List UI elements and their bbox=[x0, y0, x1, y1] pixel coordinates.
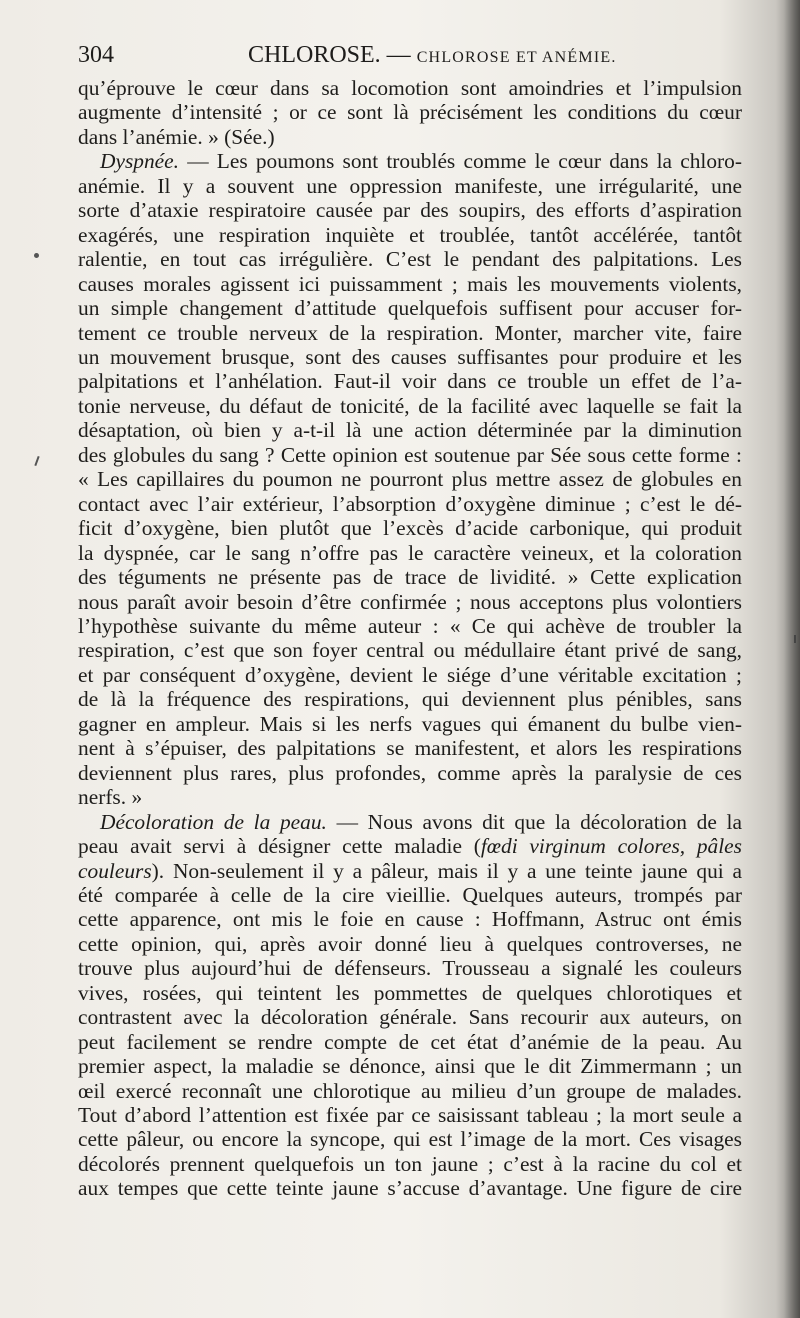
text-line: qu’éprouve le cœur dans sa locomotion sont amoindries et l’impulsion bbox=[78, 76, 742, 100]
running-title-sub: CHLOROSE ET ANÉMIE. bbox=[416, 49, 617, 66]
text-line: décolorés prennent quelquefois un ton jaune ; c’est à la racine du col et bbox=[78, 1151, 742, 1176]
text-line bbox=[78, 834, 742, 858]
text-span: ). Non-seulement il y a pâleur, mais il y a une teinte jaune qui a bbox=[151, 858, 742, 883]
text-line: peut facilement se rendre compte de cet état d’anémie de la peau. Au bbox=[78, 1029, 742, 1054]
text-line: causes morales agissent ici puissamment ; mais les mouvements violents, bbox=[78, 271, 742, 296]
text-line: nerfs. » bbox=[78, 785, 143, 810]
text-line: cette opinion, qui, après avoir donné lieu à quelques controverses, ne bbox=[78, 931, 742, 956]
text-line: anémie. Il y a souvent une oppression manifeste, une irrégularité, une bbox=[78, 173, 742, 198]
text-line: dans l’anémie. » (Sée.) bbox=[78, 124, 275, 149]
text-span: peau avait servi à désigner cette maladie ( bbox=[78, 834, 481, 859]
text-line: cette apparence, ont mis le foie en cause : Hoffmann, Astruc ont émis bbox=[78, 907, 742, 932]
text-line: trouve plus aujourd’hui de défenseurs. Trousseau a signalé les couleurs bbox=[78, 956, 742, 981]
text-line: gagner en ampleur. Mais si les nerfs vagues qui émanent du bulbe vien- bbox=[78, 711, 742, 736]
text-line: contact avec l’air extérieur, l’absorption d’oxygène diminue ; c’est le dé- bbox=[78, 491, 742, 516]
section-lead: Décoloration de la peau. bbox=[100, 809, 327, 834]
text-line: de là la fréquence des respirations, qui deviennent plus pénibles, sans bbox=[78, 687, 742, 712]
text-line: tement ce trouble nerveux de la respiration. Monter, marcher vite, faire bbox=[78, 320, 742, 345]
running-title-main: CHLOROSE. — bbox=[248, 42, 417, 68]
text-line: deviennent plus rares, plus profondes, comme après la paralysie de ces bbox=[78, 760, 742, 785]
page-edge-shadow bbox=[784, 0, 800, 1318]
text-line: l’hypothèse suivante du même auteur : « Ce qui achève de troubler la bbox=[78, 613, 742, 638]
text-line: des globules du sang ? Cette opinion est soutenue par Sée sous cette forme : bbox=[78, 442, 742, 467]
text-span: — Nous avons dit que la décoloration de la bbox=[326, 809, 742, 834]
text-line: et par conséquent d’oxygène, devient le siége d’une véritable excitation ; bbox=[78, 662, 742, 687]
page-number: 304 bbox=[78, 42, 114, 68]
page-header bbox=[78, 40, 740, 74]
running-title bbox=[248, 42, 617, 69]
text-line: désaptation, où bien y a-t-il là une action déterminée par la diminution bbox=[78, 418, 742, 443]
text-line bbox=[78, 149, 742, 173]
text-line: vives, rosées, qui teintent les pommettes de quelques chlorotiques et bbox=[78, 980, 742, 1005]
text-line: sorte d’ataxie respiratoire causée par des soupirs, des efforts d’aspiration bbox=[78, 198, 742, 223]
text-line: ralentie, en tout cas irrégulière. C’est le pendant des palpitations. Les bbox=[78, 247, 742, 272]
text-line: un mouvement brusque, sont des causes suffisantes pour produire et les bbox=[78, 344, 742, 369]
body-text bbox=[78, 76, 742, 1201]
text-line: des téguments ne présente pas de trace de lividité. » Cette explication bbox=[78, 565, 742, 590]
text-line: respiration, c’est que son foyer central ou médullaire étant privé de sang, bbox=[78, 638, 742, 663]
text-line: palpitations et l’anhélation. Faut-il voir dans ce trouble un effet de l’a- bbox=[78, 369, 742, 394]
text-line: été comparée à celle de la cire vieillie. Quelques auteurs, trompés par bbox=[78, 882, 742, 907]
text-line: œil exercé reconnaît une chlorotique au milieu d’un groupe de malades. bbox=[78, 1078, 742, 1103]
text-span: — Les poumons sont troublés comme le cœur dans la chloro- bbox=[187, 149, 742, 174]
text-line: un simple changement d’attitude quelquefois suffisent pour accuser for- bbox=[78, 296, 742, 321]
text-line bbox=[78, 859, 742, 883]
text-line: nous paraît avoir besoin d’être confirmée ; nous acceptons plus volontiers bbox=[78, 589, 742, 614]
text-line: contrastent avec la décoloration générale. Sans recourir aux auteurs, on bbox=[78, 1005, 742, 1030]
text-line: la dyspnée, car le sang n’offre pas le caractère veineux, et la coloration bbox=[78, 540, 742, 565]
italic-phrase: couleurs bbox=[78, 858, 152, 883]
text-line: augmente d’intensité ; or ce sont là précisément les conditions du cœur bbox=[78, 100, 742, 125]
text-line: exagérés, une respiration inquiète et troublée, tantôt accélérée, tantôt bbox=[78, 222, 742, 247]
margin-speck bbox=[34, 456, 39, 466]
text-line: cette pâleur, ou encore la syncope, qui est l’image de la mort. Ces visages bbox=[78, 1127, 742, 1152]
margin-speck bbox=[34, 253, 39, 258]
text-line bbox=[78, 810, 742, 834]
text-line: ficit d’oxygène, bien plutôt que l’excès d’acide carbonique, qui produit bbox=[78, 516, 742, 541]
text-line: Tout d’abord l’attention est fixée par ce saisissant tableau ; la mort seule a bbox=[78, 1103, 742, 1128]
italic-phrase: fœdi virginum colores, pâles bbox=[480, 834, 742, 859]
margin-speck bbox=[794, 635, 796, 643]
text-line: premier aspect, la maladie se dénonce, ainsi que le dit Zimmermann ; un bbox=[78, 1054, 742, 1079]
text-line: « Les capillaires du poumon ne pourront plus mettre assez de globules en bbox=[78, 467, 742, 492]
text-line: tonie nerveuse, du défaut de tonicité, de la facilité avec laquelle se fait la bbox=[78, 393, 742, 418]
text-line: nent à s’épuiser, des palpitations se manifestent, et alors les respirations bbox=[78, 736, 742, 761]
section-lead: Dyspnée. bbox=[100, 149, 179, 174]
text-line: aux tempes que cette teinte jaune s’accuse d’avantage. Une figure de cire bbox=[78, 1176, 742, 1201]
